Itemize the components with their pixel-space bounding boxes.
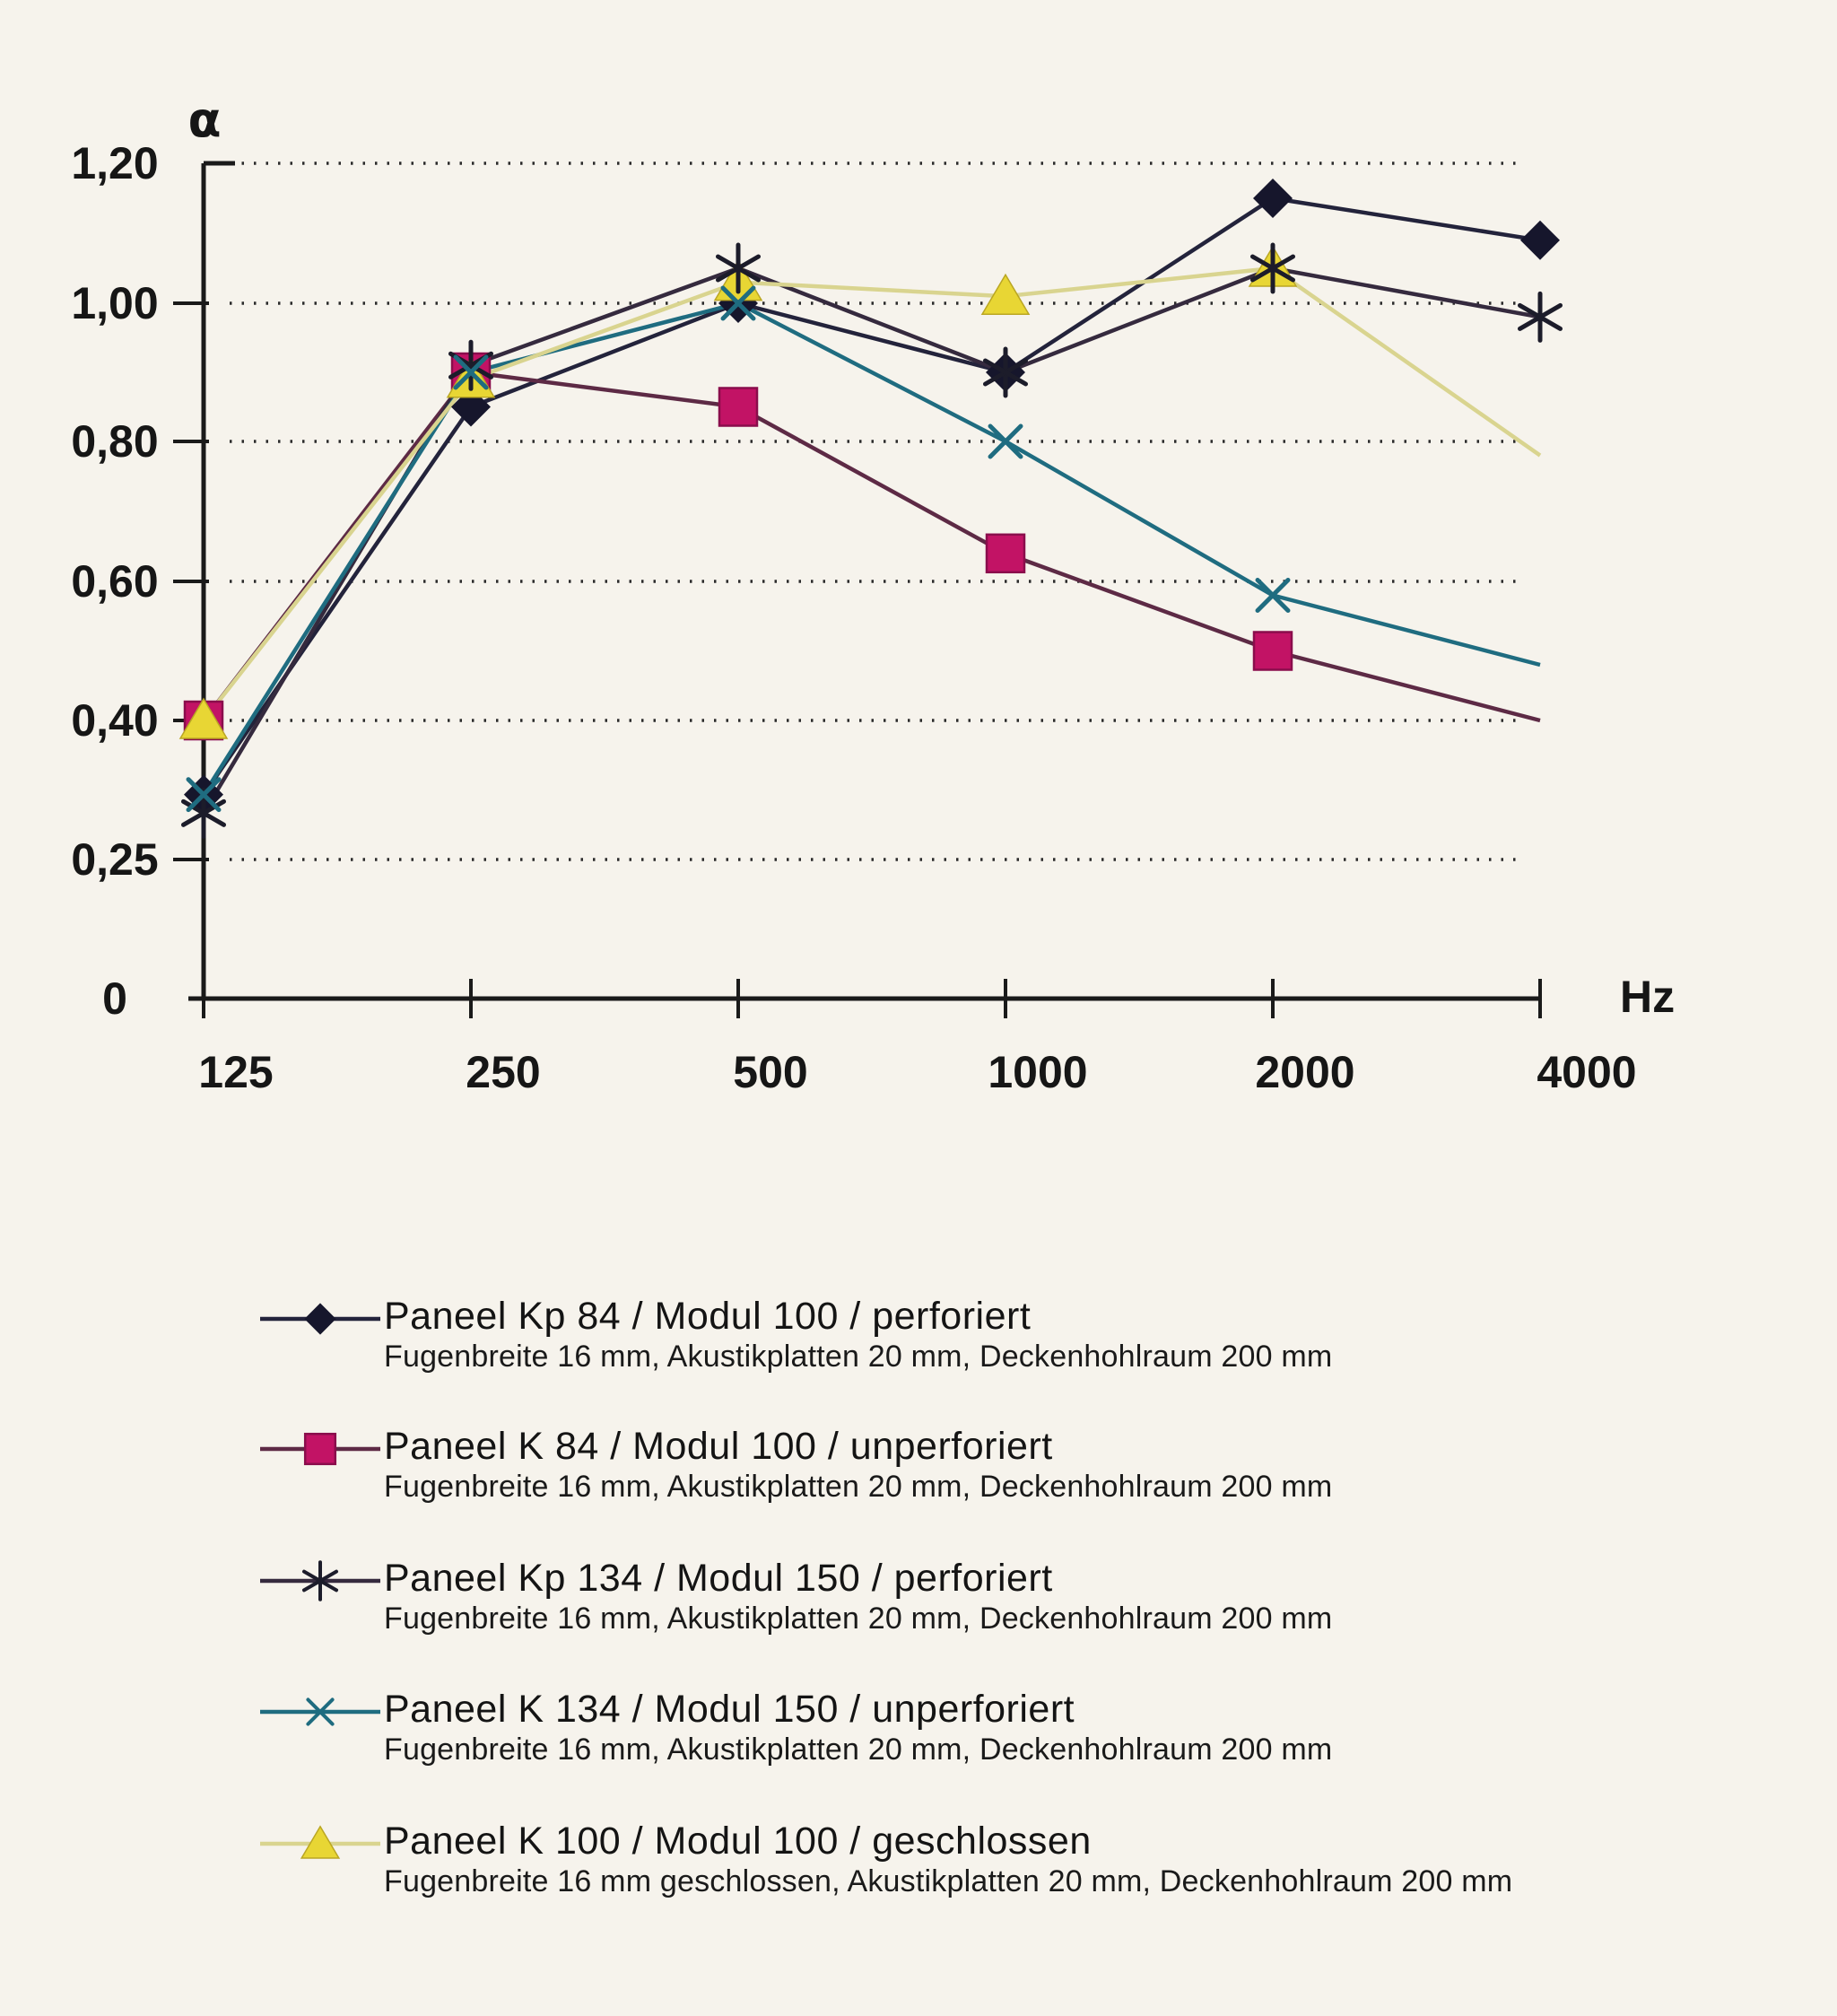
x-tick-label: 4000: [1537, 1047, 1637, 1097]
y-tick-label: 0: [102, 973, 127, 1024]
legend-series-subtitle: Fugenbreite 16 mm, Akustikplatten 20 mm, Deckenhohlraum 200 mm: [384, 1732, 1333, 1767]
legend-marker-asterisk: [253, 1549, 387, 1612]
y-tick-label: 0,60: [71, 556, 159, 607]
y-axis-title: α: [187, 92, 222, 148]
x-axis-unit: Hz: [1620, 972, 1676, 1022]
y-tick-label: 1,20: [71, 138, 159, 188]
x-tick-label: 1000: [988, 1047, 1088, 1097]
x-tick-label: 2000: [1255, 1047, 1355, 1097]
legend-series-name: Paneel K 84 / Modul 100 / unperforiert: [384, 1425, 1053, 1468]
legend-marker-diamond: [253, 1287, 387, 1350]
x-tick-label: 500: [733, 1047, 808, 1097]
legend-series-subtitle: Fugenbreite 16 mm, Akustikplatten 20 mm, Deckenhohlraum 200 mm: [384, 1470, 1333, 1504]
legend-marker-triangle: [253, 1812, 387, 1875]
legend-series-subtitle: Fugenbreite 16 mm geschlossen, Akustikplatten 20 mm, Deckenhohlraum 200 mm: [384, 1864, 1513, 1898]
legend-marker-square: [253, 1418, 387, 1480]
legend-marker-x: [253, 1680, 387, 1743]
legend-series-subtitle: Fugenbreite 16 mm, Akustikplatten 20 mm, Deckenhohlraum 200 mm: [384, 1601, 1333, 1636]
legend-series-name: Paneel Kp 84 / Modul 100 / perforiert: [384, 1295, 1032, 1338]
legend-series-name: Paneel K 134 / Modul 150 / unperforiert: [384, 1688, 1075, 1731]
x-tick-label: 250: [466, 1047, 541, 1097]
y-tick-label: 0,40: [71, 695, 159, 746]
diamond-marker: [304, 1303, 335, 1334]
x-tick-label: 125: [198, 1047, 274, 1097]
y-tick-label: 0,25: [71, 834, 159, 885]
y-tick-label: 0,80: [71, 416, 159, 467]
y-tick-label: 1,00: [71, 278, 159, 328]
square-marker: [305, 1434, 335, 1464]
legend-series-subtitle: Fugenbreite 16 mm, Akustikplatten 20 mm, Deckenhohlraum 200 mm: [384, 1340, 1333, 1374]
legend-series-name: Paneel Kp 134 / Modul 150 / perforiert: [384, 1557, 1053, 1600]
legend-series-name: Paneel K 100 / Modul 100 / geschlossen: [384, 1820, 1092, 1863]
